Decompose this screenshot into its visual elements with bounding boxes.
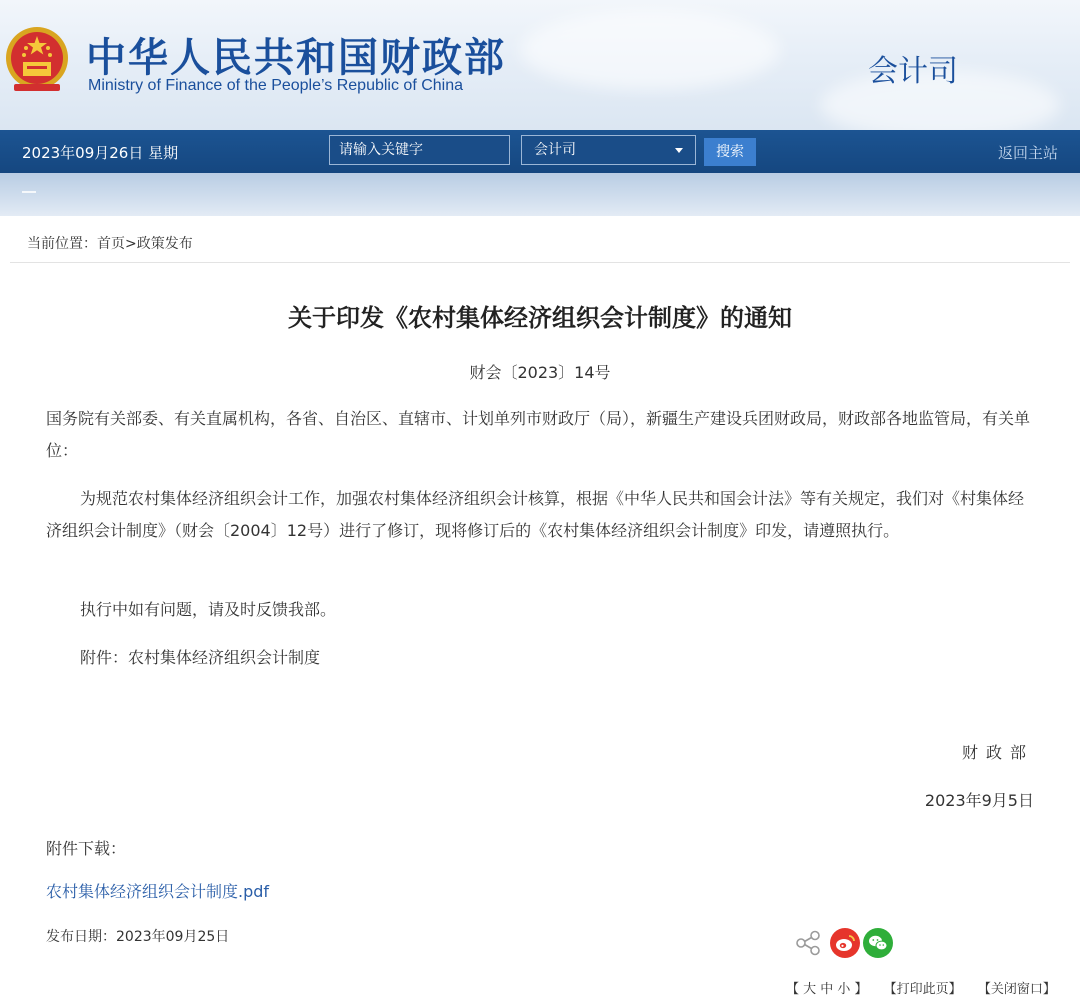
department-name: 会计司 xyxy=(868,54,958,89)
article-feedback: 执行中如有问题，请及时反馈我部。 xyxy=(80,600,337,619)
share-icon[interactable] xyxy=(795,930,821,956)
weibo-icon[interactable] xyxy=(830,928,860,958)
article-body: 为规范农村集体经济组织会计工作，加强农村集体经济组织会计核算，根据《中华人民共和国会计法》等有关规定，我们对《村集体经济组织会计制度》（财会〔2004〕12号）进行了修订，现将修订后的《农村集体经济组织会计制度》印发，请遵照执行。 xyxy=(46,489,1025,540)
article-signer: 财政部 xyxy=(961,743,1034,762)
article-recipients: 国务院有关部委、有关直属机构，各省、自治区、直辖市、计划单列市财政厅（局），新疆生产建设兵团财政局，财政部各地监管局，有关单位： xyxy=(46,409,1031,460)
article-title: 关于印发《农村集体经济组织会计制度》的通知 xyxy=(288,304,792,332)
site-title: 中华人民共和国财政部 xyxy=(86,35,506,81)
article-attachment-note: 附件：农村集体经济组织会计制度 xyxy=(80,648,321,667)
print-page-link[interactable]: 【打印此页】 xyxy=(883,982,962,997)
sub-banner xyxy=(0,173,1080,216)
publish-date: 发布日期：2023年09月25日 xyxy=(46,929,230,945)
divider xyxy=(10,262,1070,263)
attachment-download-link[interactable]: 农村集体经济组织会计制度.pdf xyxy=(46,882,270,901)
chevron-down-icon xyxy=(675,148,683,153)
attachment-label: 附件下载： xyxy=(46,839,127,858)
close-window-link[interactable]: 【关闭窗口】 xyxy=(977,982,1056,997)
wechat-logo xyxy=(863,928,893,958)
search-scope-value: 会计司 xyxy=(534,142,576,158)
footer-links xyxy=(786,978,1068,997)
search-scope-select[interactable] xyxy=(521,135,696,165)
document-number: 财会〔2023〕14号 xyxy=(469,363,611,382)
home-link[interactable]: 返回主站 xyxy=(998,144,1059,162)
article-sign-date: 2023年9月5日 xyxy=(924,791,1034,810)
font-size-toggle[interactable]: 【 大 中 小 】 xyxy=(786,982,868,997)
weibo-logo xyxy=(830,928,860,958)
search-button[interactable]: 搜索 xyxy=(704,138,756,166)
search-input[interactable]: 请输入关键字 xyxy=(329,135,510,165)
wechat-icon[interactable] xyxy=(863,928,893,958)
current-date: 2023年09月26日 星期 xyxy=(22,144,179,162)
banner-mark xyxy=(22,191,36,193)
banner-cloud xyxy=(520,10,780,90)
breadcrumb[interactable]: 当前位置：首页>政策发布 xyxy=(27,236,193,252)
nav-bar xyxy=(0,130,1080,173)
site-header xyxy=(0,0,1080,130)
national-emblem-icon xyxy=(4,24,70,98)
site-title-english: Ministry of Finance of the People’s Republic of China xyxy=(88,77,464,94)
